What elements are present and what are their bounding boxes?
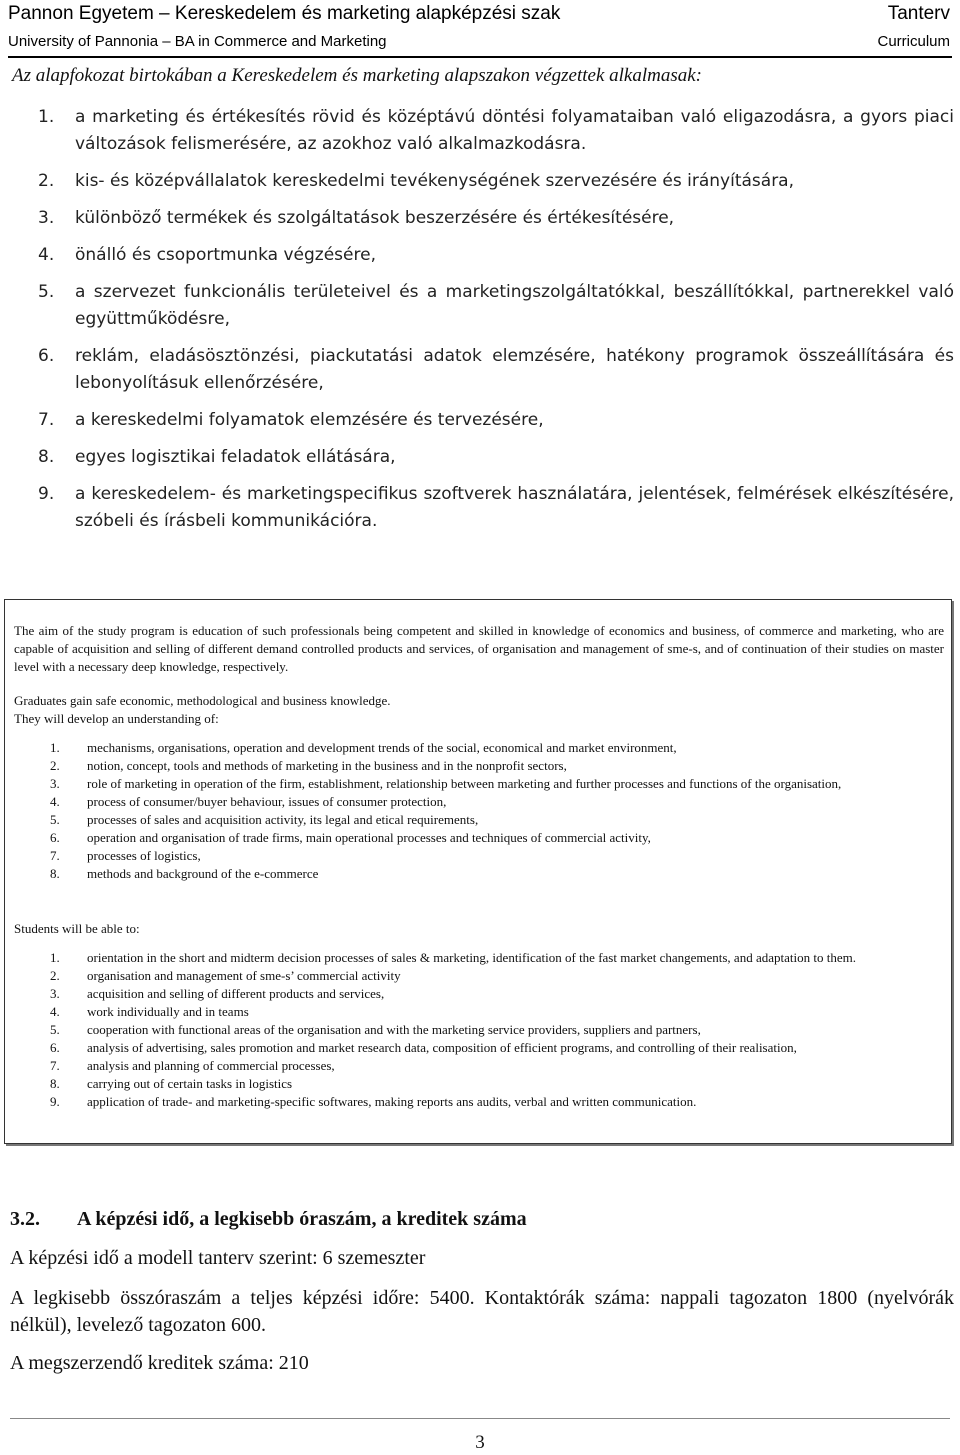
list-number: 1. <box>50 950 60 965</box>
list-item <box>14 1075 944 1093</box>
list-text: analysis and planning of commercial processes, <box>87 1058 335 1073</box>
able-intro: Students will be able to: <box>14 921 140 936</box>
list-number: 8. <box>50 866 60 881</box>
understanding-intro: They will develop an understanding of: <box>14 711 219 726</box>
list-number: 5. <box>50 1022 60 1037</box>
list-number: 9. <box>38 484 55 504</box>
list-number: 2. <box>38 171 55 191</box>
list-text: role of marketing in operation of the firm, establishment, relationship between marketing and further processes and functions of the organisation, <box>87 776 842 791</box>
list-text: cooperation with functional areas of the organisation and with the marketing service providers, suppliers and partners, <box>87 1022 701 1037</box>
list-number: 8. <box>50 1076 60 1091</box>
hungarian-competence-list <box>12 104 954 545</box>
list-text: acquisition and selling of different products and services, <box>87 986 385 1001</box>
list-text: a kereskedelem- és marketingspecifikus szoftverek használatára, jelentések, felmérések elkészítésére, szóbeli és írásbeli kommunikációra. <box>75 484 954 531</box>
list-number: 6. <box>38 346 55 366</box>
list-text: application of trade- and marketing-specific softwares, making reports ans audits, verbal and written communication. <box>87 1094 697 1109</box>
list-text: különböző termékek és szolgáltatások beszerzésére és értékesítésére, <box>75 208 675 228</box>
header-subtitle: University of Pannonia – BA in Commerce and Marketing <box>8 33 387 50</box>
list-item <box>14 811 944 829</box>
list-number: 9. <box>50 1094 60 1109</box>
list-number: 4. <box>50 1004 60 1019</box>
list-text: processes of logistics, <box>87 848 201 863</box>
list-text: mechanisms, organisations, operation and development trends of the social, economical and market environment, <box>87 740 677 755</box>
list-text: a marketing és értékesítés rövid és középtávú döntési folyamataiban való eligazodásra, a gyors piaci változások felismerésére, az azokhoz való alkalmazkodásra. <box>75 107 954 154</box>
list-number: 4. <box>50 794 60 809</box>
list-item <box>12 481 954 535</box>
list-text: a szervezet funkcionális területeivel és a marketingszolgáltatókkal, beszállítókkal, partnerekkel való együttműködésre, <box>75 282 954 329</box>
list-item <box>12 168 954 195</box>
header-title-row <box>8 0 950 27</box>
list-text: önálló és csoportmunka végzésére, <box>75 245 376 265</box>
section-heading <box>10 1206 954 1233</box>
list-number: 4. <box>38 245 55 265</box>
list-item <box>12 242 954 269</box>
list-item <box>14 757 944 775</box>
list-item <box>14 949 944 967</box>
list-text: kis- és középvállalatok kereskedelmi tevékenységének szervezésére és irányítására, <box>75 171 795 191</box>
list-text: operation and organisation of trade firms, main operational processes and techniques of commercial activity, <box>87 830 651 845</box>
list-text: methods and background of the e-commerce <box>87 866 319 881</box>
minimum-hours: A legkisebb összóraszám a teljes képzési időre: 5400. Kontaktórák száma: nappali tagozaton 1800 (nyelvórák nélkül), levelező tagozaton 600. <box>10 1287 954 1336</box>
list-item <box>12 407 954 434</box>
list-number: 3. <box>50 986 60 1001</box>
header-divider <box>8 56 952 58</box>
list-item <box>14 985 944 1003</box>
list-number: 3. <box>50 776 60 791</box>
list-item <box>14 1093 944 1111</box>
aim-paragraph: The aim of the study program is education of such professionals being competent and skilled in knowledge of economics and business, of commerce and marketing, who are capable of acquisition and selling of different demand controlled products and services, of organisation and management of sme-s, and of continuation of their studies on master level with a necessary deep knowledge, respectively. <box>14 623 944 674</box>
list-number: 5. <box>50 812 60 827</box>
list-number: 7. <box>50 848 60 863</box>
footer-divider <box>10 1418 950 1419</box>
english-summary-box <box>4 599 952 1144</box>
list-item <box>14 739 944 757</box>
list-text: analysis of advertising, sales promotion and market research data, composition of efficient programs, and controlling of their realisation, <box>87 1040 797 1055</box>
list-number: 1. <box>50 740 60 755</box>
section-title: A képzési idő, a legkisebb óraszám, a kreditek száma <box>77 1208 527 1230</box>
header-curriculum-hu: Tanterv <box>887 3 950 24</box>
list-item <box>14 1021 944 1039</box>
list-number: 5. <box>38 282 55 302</box>
list-number: 3. <box>38 208 55 228</box>
list-text: reklám, eladásösztönzési, piackutatási adatok elemzésére, hatékony programok összeállítására és lebonyolításuk ellenőrzésére, <box>75 346 954 393</box>
list-item <box>14 847 944 865</box>
section-number: 3.2. <box>10 1208 40 1230</box>
list-text: egyes logisztikai feladatok ellátására, <box>75 447 396 467</box>
list-item <box>12 343 954 397</box>
list-number: 8. <box>38 447 55 467</box>
list-text: a kereskedelmi folyamatok elemzésére és tervezésére, <box>75 410 544 430</box>
header-curriculum-en: Curriculum <box>877 33 950 50</box>
list-number: 7. <box>38 410 55 430</box>
list-item <box>12 205 954 232</box>
list-text: orientation in the short and midterm decision processes of sales & marketing, identification of the fast market changements, and adaptation to them. <box>87 950 856 965</box>
graduates-line: Graduates gain safe economic, methodological and business knowledge. <box>14 693 391 708</box>
list-number: 2. <box>50 758 60 773</box>
list-text: organisation and management of sme-s’ commercial activity <box>87 968 401 983</box>
intro-text: Az alapfokozat birtokában a Kereskedelem és marketing alapszakon végzettek alkalmasak: <box>12 65 703 86</box>
credits-required: A megszerzendő kreditek száma: 210 <box>10 1352 309 1374</box>
list-item <box>14 967 944 985</box>
list-text: work individually and in teams <box>87 1004 249 1019</box>
list-item <box>14 1039 944 1057</box>
list-text: carrying out of certain tasks in logistics <box>87 1076 293 1091</box>
list-item <box>14 865 944 883</box>
list-number: 1. <box>38 107 55 127</box>
list-item <box>12 444 954 471</box>
list-item <box>14 1057 944 1075</box>
list-item <box>12 279 954 333</box>
list-item <box>14 775 944 793</box>
list-text: process of consumer/buyer behaviour, issues of consumer protection, <box>87 794 447 809</box>
understanding-list <box>14 739 944 883</box>
list-item <box>14 829 944 847</box>
list-number: 7. <box>50 1058 60 1073</box>
list-text: notion, concept, tools and methods of marketing in the business and in the nonprofit sectors, <box>87 758 567 773</box>
list-number: 6. <box>50 830 60 845</box>
able-list <box>14 949 944 1111</box>
list-number: 2. <box>50 968 60 983</box>
page-number: 3 <box>475 1432 485 1453</box>
header-title: Pannon Egyetem – Kereskedelem és marketing alapképzési szak <box>8 3 561 24</box>
list-number: 6. <box>50 1040 60 1055</box>
list-item <box>14 793 944 811</box>
header-subtitle-row <box>8 31 950 53</box>
list-item <box>14 1003 944 1021</box>
list-item <box>12 104 954 158</box>
training-duration: A képzési idő a modell tanterv szerint: 6 szemeszter <box>10 1247 426 1269</box>
list-text: processes of sales and acquisition activity, its legal and etical requirements, <box>87 812 479 827</box>
